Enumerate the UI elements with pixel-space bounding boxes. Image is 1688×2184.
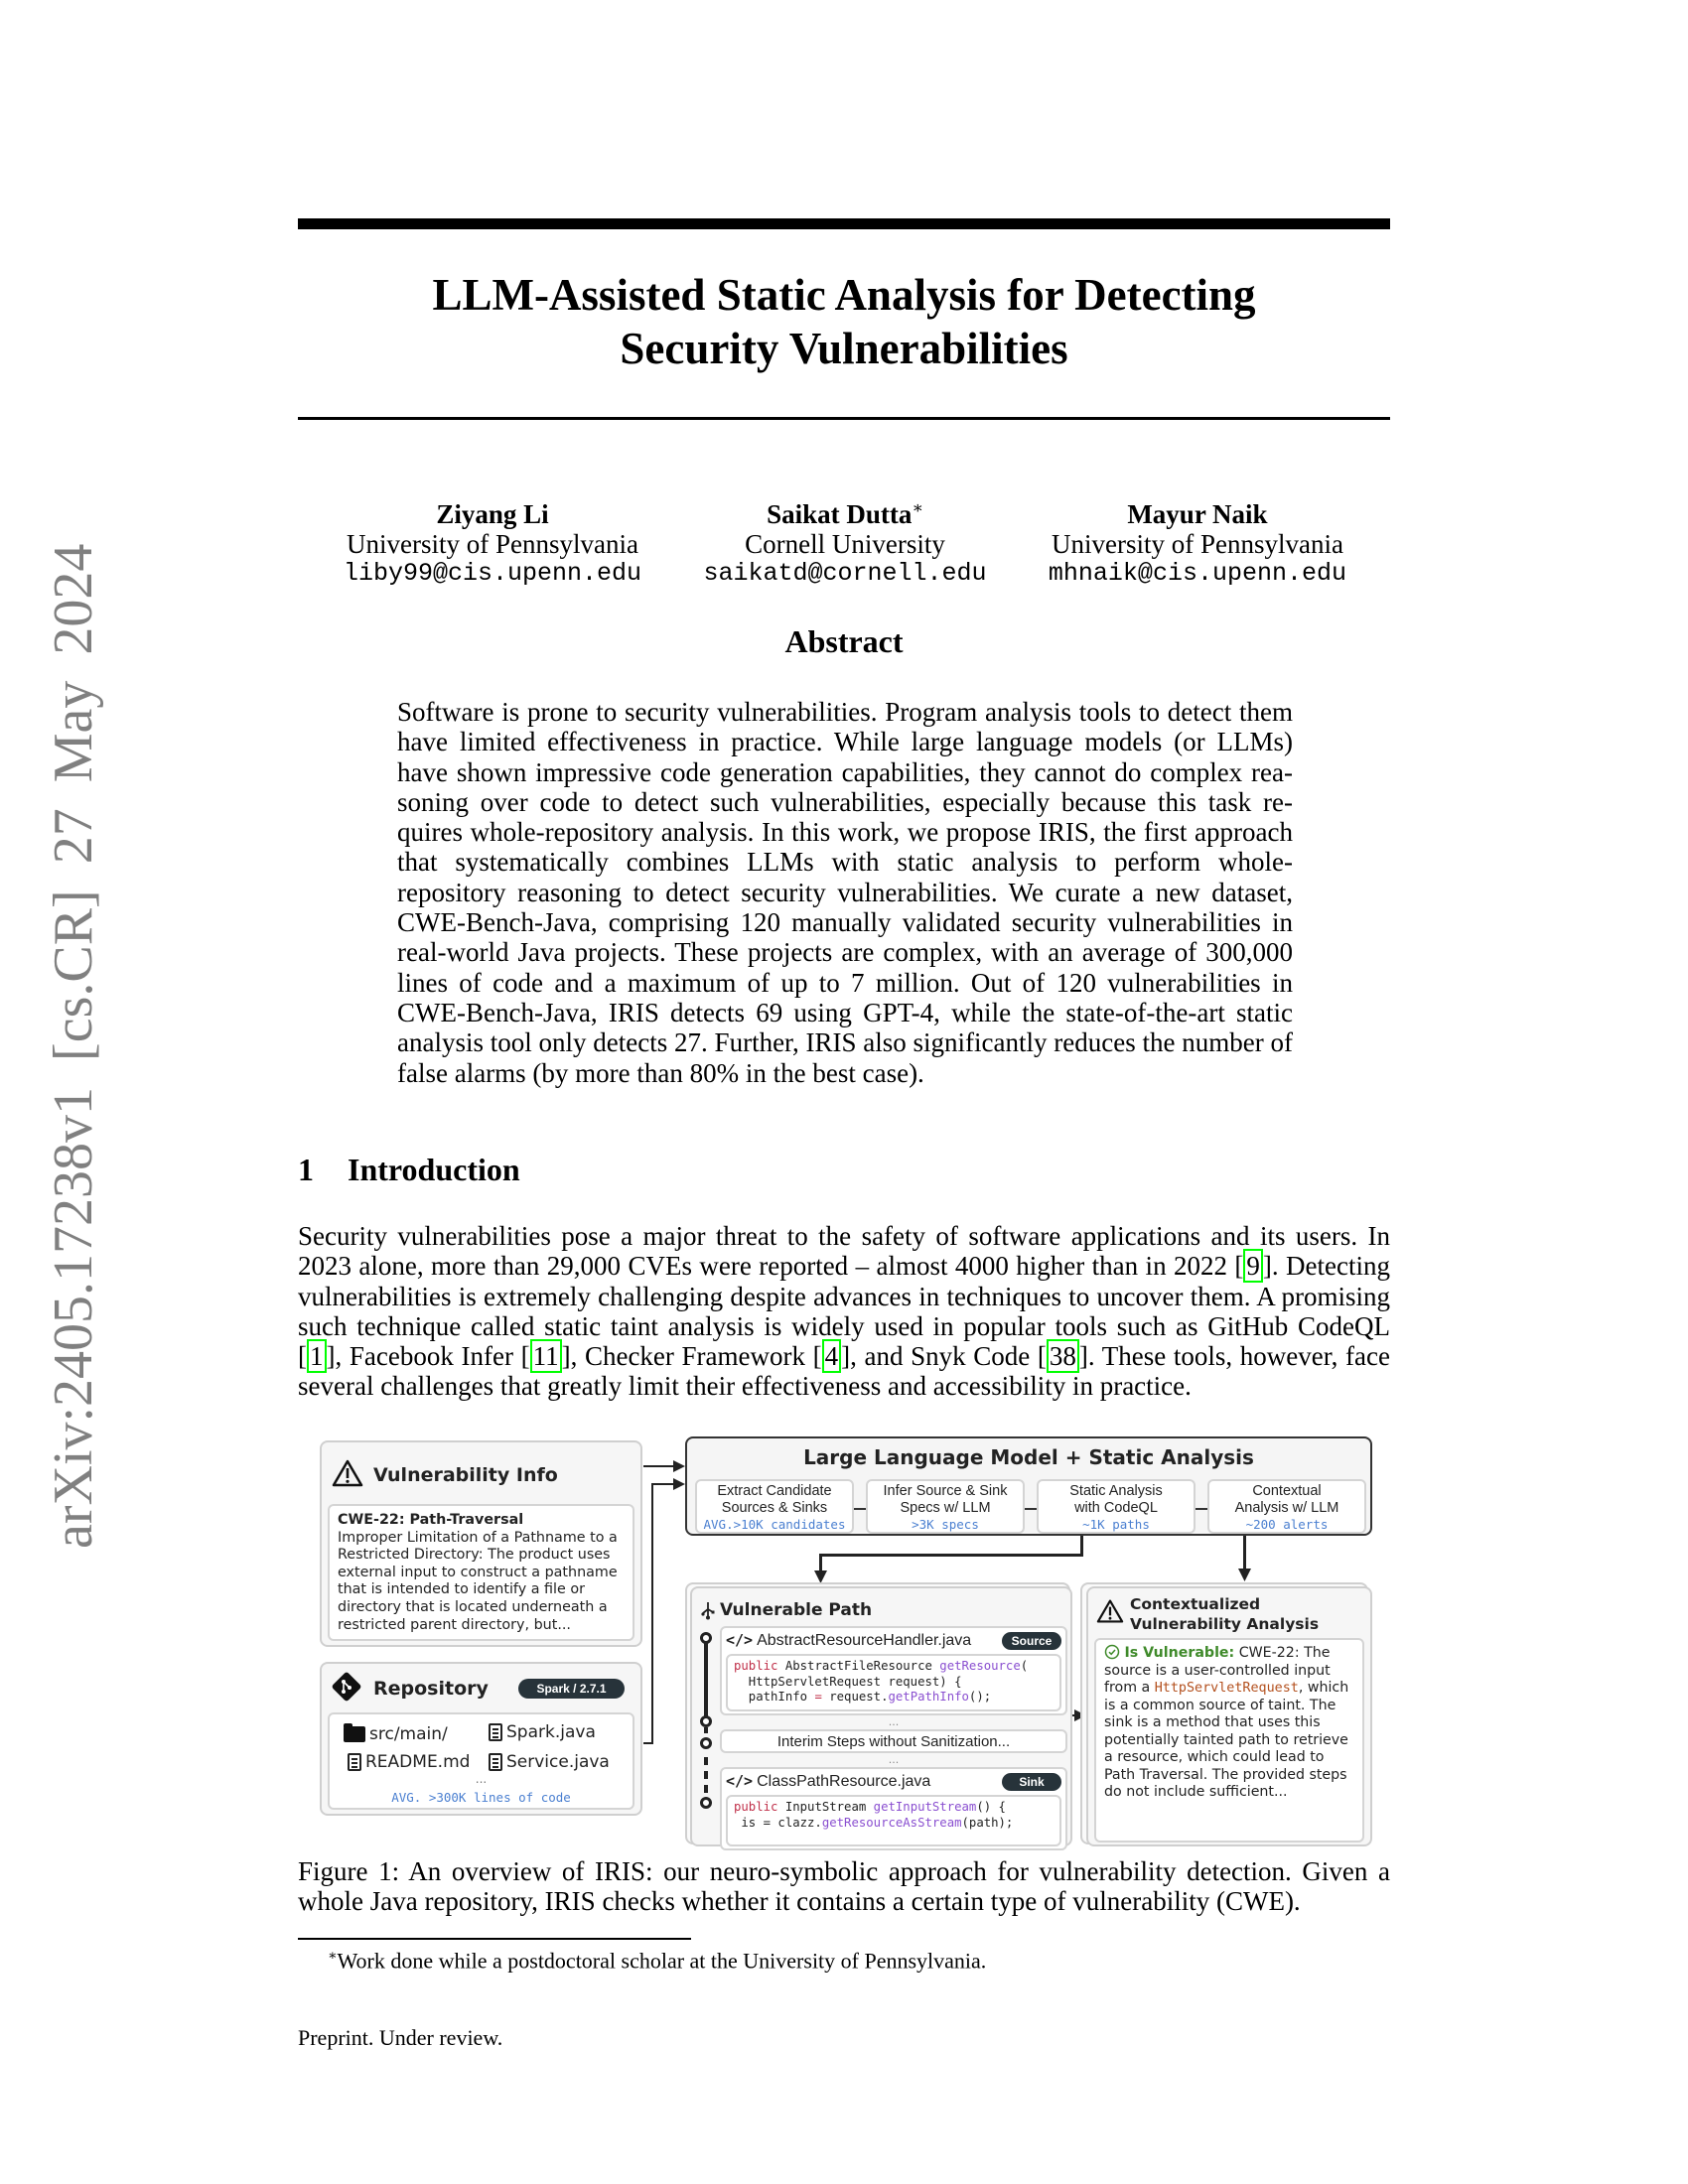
- arrow-connector: [1243, 1536, 1246, 1571]
- step-ellipsis: ...: [888, 1753, 900, 1766]
- intro-text: . These tools, however, face several challenges that greatly limit their effectiveness and accessibility in practice.: [298, 1341, 1390, 1402]
- interim-steps-card[interactable]: Interim Steps without Sanitization...: [720, 1729, 1067, 1753]
- path-timeline-solid: [704, 1727, 708, 1733]
- author-2: [703, 493, 986, 589]
- path-node: [700, 1632, 712, 1644]
- file-name: src/main/: [369, 1724, 448, 1744]
- code-text: AbstractFileResource: [777, 1659, 940, 1673]
- intro-text: , Facebook Infer: [335, 1341, 521, 1372]
- figure-caption: Figure 1: An overview of IRIS: our neuro-symbolic approach for vulnerability detection. Given a whole Java repository, IRIS checks whether it contains a certain type of vulnerability (CWE).: [298, 1856, 1390, 1917]
- code-text: InputStream: [777, 1800, 874, 1814]
- step-connector: [854, 1508, 866, 1510]
- citation-link[interactable]: 4: [822, 1339, 842, 1373]
- code-icon: </>: [726, 1772, 754, 1790]
- citation-link[interactable]: 1: [307, 1339, 327, 1373]
- step-count: AVG.>10K candidates: [703, 1517, 846, 1532]
- step-label: with CodeQL: [1074, 1500, 1158, 1516]
- author-email[interactable]: mhnaik@cis.upenn.edu: [1048, 559, 1346, 588]
- step-label: Analysis w/ LLM: [1234, 1500, 1339, 1516]
- repository-title: Repository: [373, 1678, 489, 1700]
- preprint-note: Preprint. Under review.: [298, 2025, 503, 2050]
- code-text: ();: [968, 1690, 992, 1704]
- section-title: Introduction: [348, 1152, 520, 1187]
- sink-badge: Sink: [1002, 1773, 1061, 1791]
- code-keyword: public: [734, 1800, 778, 1814]
- code-method: getPathInfo: [888, 1690, 969, 1704]
- footnote-rule: [298, 1938, 691, 1940]
- arrow-head-icon: [673, 1478, 685, 1490]
- title-line: Contextualized: [1130, 1595, 1261, 1613]
- pipeline-step-extract-candidates: [695, 1479, 854, 1534]
- code-text: (path);: [961, 1815, 1014, 1830]
- sink-file-name[interactable]: ClassPathResource.java: [757, 1773, 931, 1790]
- step-label: Static Analysis: [1069, 1483, 1163, 1499]
- intro-text: Security vulnerabilities pose a major threat to the safety of software applications and its users. In 2023 alone, more than 29,000 CVEs were reported – almost 4000 higher than in 2022: [298, 1221, 1390, 1282]
- title-line-2: Security Vulnerabilities: [620, 324, 1068, 373]
- analysis-text: CWE-22: The source is a user-controlled input from a: [1104, 1645, 1331, 1696]
- path-node: [700, 1737, 712, 1749]
- file-name: README.md: [365, 1752, 471, 1772]
- introduction-paragraph: Security vulnerabilities pose a major threat to the safety of software applications and its users. In 2023 alone, more than 29,000 CVEs were reported – almost 4000 higher than in 2022 [ 9 ]. Detecting vulnerabilities is extremely challenging despite advances in techniques to uncover them. A promising such technique called static taint analysis is widely used in popular tools such as GitHub CodeQL [ 1 ], Facebook Infer [ 11 ], Checker Framework [ 4 ], and Snyk Code [ 38 ]. These tools, however, face several challenges that greatly limit their effectiveness and accessibility in practice.: [298, 1221, 1390, 1402]
- path-node: [700, 1797, 712, 1809]
- sink-step-card: [720, 1767, 1067, 1850]
- folder-item[interactable]: [344, 1724, 448, 1744]
- step-label: Contextual: [1252, 1483, 1322, 1499]
- code-method: getResourceAsStream: [821, 1815, 962, 1830]
- code-term: HttpServletRequest: [1154, 1681, 1299, 1696]
- contextual-analysis-panel: [1086, 1586, 1372, 1846]
- step-count: ~200 alerts: [1245, 1517, 1329, 1532]
- path-timeline-dashed: [704, 1771, 708, 1779]
- path-timeline-dashed: [704, 1757, 708, 1765]
- author-3: [1049, 493, 1346, 589]
- step-connector: [1025, 1508, 1037, 1510]
- code-text: (: [1020, 1659, 1029, 1673]
- repository-version-badge: Spark / 2.7.1: [518, 1679, 625, 1699]
- arrow-connector: [1080, 1536, 1083, 1556]
- code-method: getInputStream: [873, 1800, 977, 1814]
- step-label: Extract Candidate: [717, 1483, 832, 1499]
- warning-icon: [1096, 1598, 1124, 1624]
- path-node: [700, 1715, 712, 1727]
- file-icon: [489, 1753, 502, 1771]
- code-keyword: public: [734, 1659, 778, 1673]
- arrow-head-icon: [673, 1460, 685, 1472]
- file-item[interactable]: [489, 1722, 596, 1742]
- arrow-connector: [819, 1554, 1083, 1557]
- source-file-header: [726, 1631, 971, 1650]
- author-footnote-mark: ∗: [912, 498, 923, 517]
- pipeline-step-static-analysis: [1037, 1479, 1196, 1534]
- code-operator: =: [814, 1690, 822, 1704]
- vulnerability-info-title: Vulnerability Info: [373, 1464, 558, 1486]
- source-step-card: [720, 1626, 1067, 1715]
- file-name: Service.java: [506, 1752, 610, 1772]
- code-text: HttpServletRequest request) {: [734, 1674, 962, 1689]
- author-name: Mayur Naik: [1127, 499, 1268, 529]
- code-text: request.: [821, 1690, 889, 1704]
- title-line-1: LLM-Assisted Static Analysis for Detecting: [432, 270, 1256, 320]
- llm-static-analysis-pipeline: [685, 1436, 1372, 1536]
- footnote-mark: ∗: [328, 1949, 338, 1964]
- citation-link[interactable]: 9: [1243, 1249, 1263, 1283]
- author-1: [344, 493, 641, 589]
- intro-text: . Detecting vulnerabilities is extremely challenging despite advances in techniques to uncover them. A promising such technique called static taint analysis is widely used in popular tools such as GitHub CodeQL: [298, 1251, 1390, 1341]
- author-name: Saikat Dutta: [767, 499, 913, 529]
- step-count: >3K specs: [912, 1517, 979, 1532]
- author-name: Ziyang Li: [436, 499, 549, 529]
- warning-icon: [332, 1458, 363, 1488]
- verdict-label: Is Vulnerable:: [1124, 1645, 1235, 1661]
- title-top-rule: [298, 218, 1390, 229]
- pipeline-step-infer-specs: [866, 1479, 1025, 1534]
- code-text: pathInfo: [734, 1690, 815, 1704]
- arrow-head-icon: [1238, 1569, 1251, 1581]
- step-ellipsis: ...: [888, 1715, 900, 1728]
- git-icon: [330, 1670, 363, 1704]
- code-icon: </>: [726, 1631, 754, 1649]
- abstract-heading: Abstract: [784, 623, 904, 659]
- sink-code-snippet: [726, 1795, 1061, 1846]
- analysis-result-box: [1094, 1638, 1364, 1843]
- source-file-name[interactable]: AbstractResourceHandler.java: [757, 1632, 972, 1649]
- intro-text: , Checker Framework: [570, 1341, 813, 1372]
- author-affiliation: University of Pennsylvania: [1051, 529, 1343, 559]
- section-number: 1: [298, 1152, 314, 1187]
- arrow-connector: [643, 1465, 677, 1467]
- paper-title: [298, 268, 1390, 375]
- citation-link[interactable]: 11: [530, 1339, 562, 1373]
- abstract-text: Software is prone to security vulnerabilities. Program analysis tools to detect them have limited effectiveness in practice. While large language models (or LLMs) have shown impressive code generation capabilities, they cannot do complex reasoning over code to detect such vulnerabilities, especially because this task requires whole-repository analysis. In this work, we propose IRIS, the first approach that systematically combines LLMs with static analysis to perform whole-repository reasoning to detect security vulnerabilities. We curate a new dataset, CWE-Bench-Java, comprising 120 manually validated security vulnerabilities in real-world Java projects. These projects are complex, with an average of 300,000 lines of code and a maximum of up to 7 million. Out of 120 vulnerabilities in CWE-Bench-Java, IRIS detects 69 using GPT-4, while the state-of-the-art static analysis tool only detects 27. Further, IRIS also significantly reduces the number of false alarms (by more than 80% in the best case).: [397, 697, 1293, 1088]
- source-badge: Source: [1002, 1632, 1061, 1650]
- arrow-connector: [651, 1483, 653, 1744]
- section-heading-introduction: [298, 1152, 520, 1188]
- path-fork-icon: [700, 1600, 716, 1620]
- file-icon: [489, 1723, 502, 1741]
- cwe-description-box: [328, 1504, 634, 1641]
- code-method: getResource: [939, 1659, 1021, 1673]
- file-name: Spark.java: [506, 1722, 596, 1742]
- lines-of-code-stat: AVG. >300K lines of code: [391, 1790, 571, 1805]
- footnote-text: Work done while a postdoctoral scholar at the University of Pennsylvania.: [337, 1948, 987, 1974]
- file-item[interactable]: [348, 1752, 470, 1772]
- step-count: ~1K paths: [1082, 1517, 1150, 1532]
- check-circle-icon: [1104, 1644, 1120, 1660]
- author-affiliation: Cornell University: [745, 529, 945, 559]
- repository-file-list: [328, 1712, 634, 1810]
- figure-1-iris-overview: [320, 1439, 1372, 1846]
- vulnerable-path-panel: [690, 1586, 1072, 1846]
- file-item[interactable]: [489, 1752, 610, 1772]
- code-text: is = clazz.: [734, 1815, 822, 1830]
- more-files-ellipsis: ...: [475, 1772, 488, 1786]
- vulnerable-path-title: Vulnerable Path: [720, 1600, 873, 1620]
- analysis-text: , which is a common source of taint. The sink is a method that uses this potentially tainted path to retrieve a resource, which could lead to Path Traversal. The provided steps do not include sufficient...: [1104, 1680, 1349, 1800]
- pipeline-title: Large Language Model + Static Analysis: [803, 1445, 1254, 1469]
- author-email[interactable]: liby99@cis.upenn.edu: [344, 559, 642, 588]
- source-code-snippet: [726, 1654, 1061, 1711]
- footnote: [328, 1948, 986, 1974]
- folder-icon: [344, 1726, 365, 1742]
- step-label: Sources & Sinks: [721, 1500, 828, 1516]
- arrow-connector: [651, 1483, 675, 1485]
- title-bottom-rule: [298, 417, 1390, 420]
- author-affiliation: University of Pennsylvania: [347, 529, 639, 559]
- step-label: Specs w/ LLM: [900, 1500, 991, 1516]
- path-timeline-solid: [704, 1640, 708, 1719]
- vulnerability-info-panel: [320, 1440, 642, 1647]
- step-connector: [1196, 1508, 1207, 1510]
- cwe-id: CWE-22: Path-Traversal: [338, 1512, 524, 1528]
- sink-file-header: [726, 1772, 930, 1791]
- path-timeline-dashed: [704, 1785, 708, 1793]
- file-icon: [348, 1753, 361, 1771]
- contextual-analysis-title: [1130, 1594, 1319, 1634]
- citation-link[interactable]: 38: [1047, 1339, 1079, 1373]
- pipeline-step-contextual-analysis: [1207, 1479, 1366, 1534]
- repository-panel: [320, 1662, 642, 1816]
- arxiv-identifier-stamp: arXiv:2405.17238v1 [cs.CR] 27 May 2024: [43, 543, 104, 1549]
- step-label: Infer Source & Sink: [883, 1483, 1008, 1499]
- code-text: () {: [976, 1800, 1006, 1814]
- intro-text: , and Snyk Code: [850, 1341, 1038, 1372]
- title-line: Vulnerability Analysis: [1130, 1615, 1320, 1633]
- author-email[interactable]: saikatd@cornell.edu: [703, 559, 987, 588]
- cwe-description: Improper Limitation of a Pathname to a Restricted Directory: The product uses external input to construct a pathname that is intended to identify a file or directory that is located underneath a restricted parent directory, but...: [338, 1529, 618, 1633]
- author-list: [298, 493, 1390, 589]
